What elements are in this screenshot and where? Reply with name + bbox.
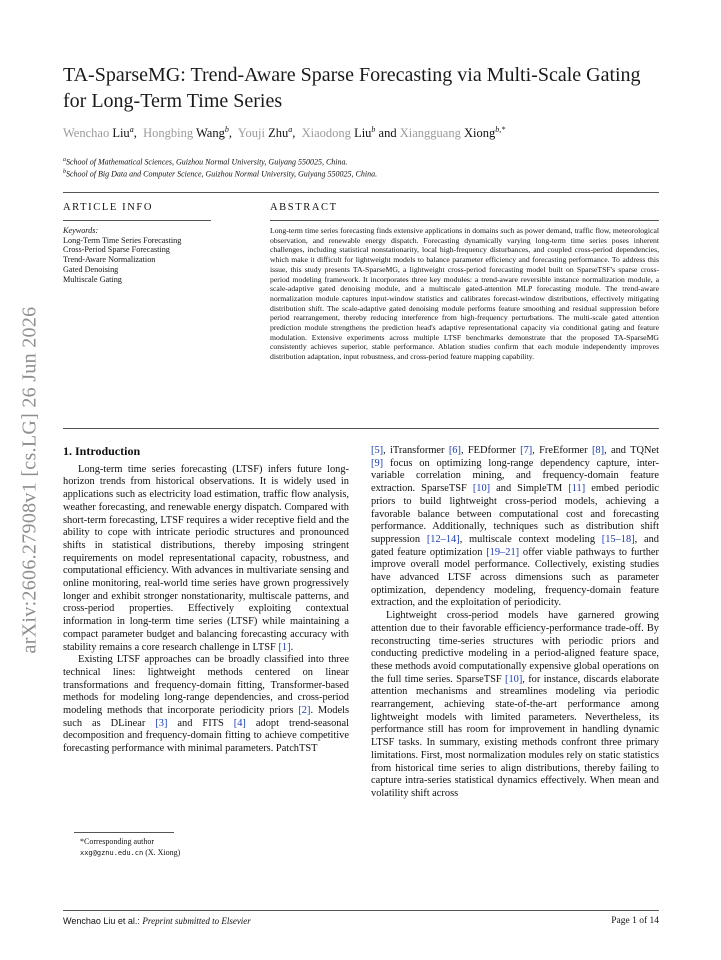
author-affiliation-mark: a: [288, 125, 293, 134]
paragraph-text: focus on optimizing long-range dependency capture, inter-variable correlation mining, and frequency-domain feature extraction. SparseTSF: [371, 457, 659, 495]
paragraph-text: Existing LTSF approaches can be broadly classified into three technical lines: lightweight methods centered on linear transformations and frequency-domain fitting, Transformer-based methods for modeling long-range dependencies, and cross-period modeling methods that incorporate periodicity priors: [63, 654, 349, 717]
keyword-item: Long-Term Time Series Forecasting: [63, 235, 182, 245]
author-given-name: Xiaodong: [301, 126, 351, 141]
citation-link[interactable]: [10]: [472, 483, 491, 495]
paragraph-text: Long-term time series forecasting (LTSF) infers future long-horizon trends from historical observations. It is widely used in applications such as electricity load estimation, traffic flow analysis, weather forecasting, and renewable energy dispatch. Compared with short-term forecasting, LTSF requires a wider receptive field and the ability to cope with intricate periodic structures and pronounced shifts in statistical distributions, thereby imposing stringent requirements on model representational capacity, robustness, and computational efficiency. With advances in multivariate sensing and online monitoring, real-world time series have grown progressively longer and exhibit stronger nonstationarity, multiscale patterns, and cross-period properties. Effectively exploiting contextual information in long-term time series (LTSF) while maintaining a compact parameter budget and balancing forecasting accuracy with stability remains a core research challenge in LTSF: [63, 463, 349, 653]
article-info-heading: ARTICLE INFO: [63, 202, 154, 213]
paragraph-text: adopt trend-seasonal decomposition and frequency-domain fitting to achieve competitive forecasting performance with minimal parameters. PatchTST: [63, 717, 349, 755]
author-affiliation-mark: a: [129, 125, 134, 134]
citation-link[interactable]: [6]: [448, 445, 461, 456]
paragraph-text: , and gated feature optimization: [371, 533, 659, 558]
keyword-item: Trend-Aware Normalization: [63, 255, 156, 265]
author-affiliation-mark: b: [224, 125, 229, 134]
author-affiliation-mark: b: [371, 125, 376, 134]
citation-link[interactable]: [7]: [520, 445, 533, 456]
abstract-text: Long-term time series forecasting finds extensive applications in domains such as power demand, traffic flow, meteorological observation, and renewable energy dispatch. Forecasting dynamically varying long-term time series poses inherent challenges, including statistical nonstationarity, local high-frequency disturbances, and coupled cross-period dependencies, which make it difficult for lightweight models to balance parameter efficiency and forecasting performance. To address this issue, this study presents TA-SparseMG, a lightweight cross-period forecasting model built on SparseTSF's sparse cross-period modeling framework. It incorporates three key modules: a trend-aware reversible instance normalization module, a scale-adaptive gated denoising module, and a multiscale gated-attention MLP forecasting module. The trend-aware normalization module captures input-window statistics and calibrates forecast-window distributions, effectively mitigating distribution shift. The scale-adaptive gated denoising module performs feature smoothing and residual suppression before period rearrangement, thereby reducing interference from high-frequency perturbations. The multi-scale gated attention prediction module strengthens the prediction head's adaptive representational capacity via conditional gating and feature modulation. Extensive experiments across multiple LTSF benchmarks demonstrate that the proposed TA-SparseMG consistently achieves superior, stable performance. Ablation studies confirm that each module independently improves distribution adaptation, input robustness, and cross-period feature mapping capability.: [270, 226, 659, 362]
citation-link[interactable]: [1]: [278, 641, 291, 653]
header-divider: [63, 192, 659, 193]
author-family-name: Xiong: [463, 126, 496, 141]
footer-authors: Wenchao Liu et al.:: [63, 916, 140, 926]
paragraph-text: , and TQNet: [604, 445, 659, 456]
author-given-name: Hongbing: [143, 126, 194, 141]
footnote: [80, 836, 180, 859]
affiliation-mark: b: [63, 169, 66, 175]
email-owner: (X. Xiong): [145, 848, 181, 857]
footnote-rule: [74, 832, 174, 833]
email-link[interactable]: xxg@gznu.edu.cn: [80, 849, 144, 857]
intro-paragraph-2: [63, 654, 349, 756]
author-family-name: Zhu: [268, 126, 289, 141]
author-family-name: Liu: [112, 126, 130, 141]
citation-link[interactable]: [2]: [298, 705, 311, 717]
paragraph-text: , FEDformer: [460, 445, 516, 456]
article-info-rule: [63, 220, 211, 221]
author-conjunction: and: [378, 126, 397, 141]
citation-link[interactable]: [12–14]: [426, 533, 460, 545]
keywords-block: [63, 226, 223, 284]
right-column: [371, 445, 659, 801]
citation-link[interactable]: [4]: [233, 717, 246, 729]
author-affiliation-mark: b,*: [495, 125, 506, 134]
paragraph-text: , for instance, discards elaborate attention mechanisms and streamlines modeling via periodic rearrangement, achieving state-of-the-art performance among lightweight models with limited parameters. Nevertheless, its performance still has room for improvement in handling dynamic LTSF tasks. In summary, existing methods confront three primary limitations. First, most normalization modules rely on static statistics from historical time series to align distributions, thereby failing to capture intra-series statistical dynamics effectively. When mean and volatility shift across: [371, 673, 659, 799]
paragraph-text: , multiscale context modeling: [459, 533, 596, 545]
footer-citation: [63, 916, 251, 926]
corresponding-author-note: *Corresponding author: [80, 837, 154, 846]
affiliation-a: [63, 157, 348, 167]
paper-title: TA-SparseMG: Trend-Aware Sparse Forecasting via Multi-Scale Gating for Long-Term Time Series: [63, 64, 641, 112]
citation-link[interactable]: [9]: [371, 457, 384, 469]
citation-link[interactable]: [8]: [591, 445, 605, 456]
author-given-name: Xiangguang: [399, 126, 461, 141]
paragraph-text: and FITS: [177, 717, 224, 729]
arxiv-stamp: [14, 270, 46, 690]
left-column: [63, 445, 349, 756]
keyword-item: Gated Denoising: [63, 264, 119, 274]
section-heading: 1. Introduction: [63, 444, 141, 458]
affiliation-mark: a: [63, 157, 66, 163]
paragraph-text: offer viable pathways to further improve overall model performance. Collectively, existing studies have advanced LTSF across dimensions such as parameter optimization, dependency modeling, frequency-domain feature extraction, and the exploitation of periodicity.: [371, 546, 659, 609]
keywords-title: Keywords:: [63, 226, 99, 235]
author-family-name: Liu: [354, 126, 372, 141]
author-given-name: Wenchao: [63, 126, 110, 141]
citation-link[interactable]: [3]: [155, 717, 168, 729]
citation-link[interactable]: [10]: [504, 673, 523, 685]
page-number: Page 1 of 14: [611, 916, 659, 926]
keyword-item: Multiscale Gating: [63, 274, 122, 284]
author-list: Wenchao Liu$^a$, Hongbing Wang$^b$, Youji Zhu$^a$, Xiaodong Liu$^b$ and Xiangguang Xiong$^{b,*}$: [63, 125, 506, 141]
abstract-heading: ABSTRACT: [270, 202, 338, 213]
corresponding-author-email-line: [80, 847, 180, 859]
affiliation-b: [63, 169, 377, 179]
intro-paragraph-1: Long-term time series forecasting (LTSF) infers future long-horizon trends from historical observations. It is widely used in applications such as electricity load estimation, traffic flow analysis, weather forecasting, and renewable energy dispatch. Compared with short-term forecasting, LTSF requires a wider receptive field and the ability to cope with intricate periodic structures and pronounced shifts in statistical distributions, thereby imposing stringent requirements on model representational capacity, robustness, and computational efficiency. With advances in multivariate sensing and online monitoring, real-world time series have grown progressively longer and exhibit stronger nonstationarity, multiscale patterns, and cross-period properties. Effectively exploiting contextual information in long-term time series (LTSF) while maintaining a compact parameter budget and balancing forecasting accuracy with stability remains a core research challenge in LTSF [1].: [63, 463, 349, 653]
affiliation-text: School of Big Data and Computer Science, Guizhou Normal University, Guiyang 550025, China.: [66, 169, 378, 179]
author-family-name: Wang: [195, 126, 225, 141]
abstract-divider: [63, 428, 659, 429]
author-given-name: Youji: [237, 126, 265, 141]
intro-paragraph-3: [371, 610, 659, 801]
footer-rule: [63, 910, 659, 911]
paragraph-text: embed periodic priors to build lightweight cross-period models, achieving a favorable balance between computational cost and forecasting performance. Additionally, techniques such as distribution shift suppression: [371, 483, 659, 545]
paragraph-text: . Models such as DLinear: [63, 705, 350, 729]
abstract-rule: [270, 220, 659, 221]
paragraph-text: and SimpleTM: [496, 483, 563, 495]
intro-paragraph-2-cont: [371, 445, 659, 610]
affiliation-text: School of Mathematical Sciences, Guizhou Normal University, Guiyang 550025, China.: [66, 157, 348, 167]
paragraph-text: , iTransformer: [383, 445, 445, 456]
citation-link[interactable]: [15–18]: [601, 533, 635, 545]
citation-link[interactable]: [5]: [371, 445, 384, 456]
paragraph-text: , FreEformer: [532, 445, 588, 456]
keyword-item: Cross-Period Sparse Forecasting: [63, 245, 170, 255]
footer-status: Preprint submitted to Elsevier: [142, 916, 251, 926]
arxiv-stamp-text: arXiv:2606.27908v1 [cs.LG] 26 Jun 2026: [18, 306, 41, 654]
paragraph-text: Lightweight cross-period models have garnered growing attention due to their favorable efficiency-performance trade-off. By reconstructing time-series structures with periodic priors and conducting predictive modeling in a period-aligned feature space, these methods avoid computationally expensive global operations on the full time series. SparseTSF: [371, 610, 659, 685]
citation-link[interactable]: [19–21]: [486, 546, 520, 558]
citation-link[interactable]: [11]: [568, 483, 586, 495]
